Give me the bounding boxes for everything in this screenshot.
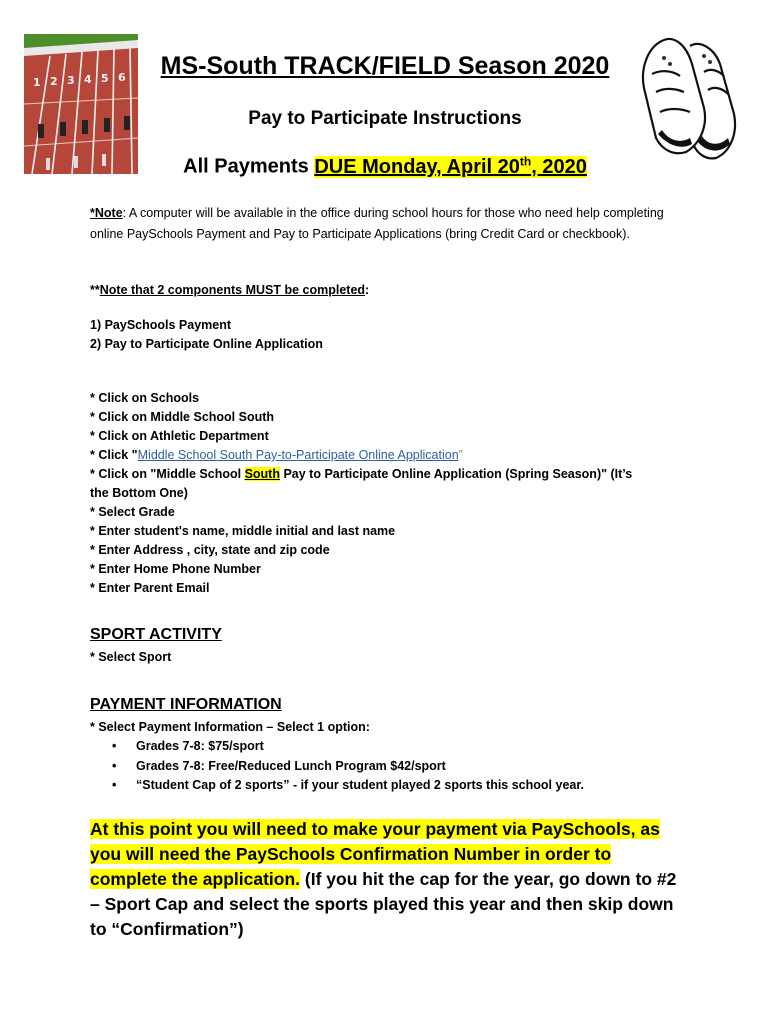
- payment-option-text: Grades 7-8: Free/Reduced Lunch Program $42/sport: [136, 758, 446, 773]
- note-colon: :: [122, 206, 127, 220]
- page-subtitle: Pay to Participate Instructions: [248, 108, 522, 129]
- note-label: *Note: [90, 206, 123, 220]
- application-link[interactable]: Middle School South Pay-to-Participate Online Application: [137, 448, 459, 462]
- step-item: [90, 448, 463, 462]
- step-item: [90, 467, 632, 481]
- bullet-icon: •: [112, 739, 117, 753]
- payment-option-text: “Student Cap of 2 sports” - if your student played 2 sports this school year.: [136, 778, 584, 792]
- svg-text:1: 1: [33, 76, 41, 89]
- page-title: MS-South TRACK/FIELD Season 2020: [160, 52, 610, 80]
- due-date-sup: th: [519, 154, 532, 168]
- component-item: 1) PaySchools Payment: [90, 318, 232, 332]
- svg-text:3: 3: [67, 74, 75, 87]
- final-instructions: [90, 817, 690, 942]
- final-rest: (If you hit the cap for the year, go down to #2 – Sport Cap and select the sports played this year and then skip down to “Confirmation”): [90, 869, 677, 939]
- final-highlight: At this point you will need to make your payment via PaySchools, as you will need the PaySchools Confirmation Number in order to complete the application.: [90, 819, 660, 889]
- step-item: the Bottom One): [90, 486, 188, 500]
- step-item: * Enter Parent Email: [90, 581, 210, 595]
- components-prefix: **: [90, 283, 100, 297]
- step-text: * Click on "Middle School: [90, 467, 245, 481]
- step-text: * Click ": [90, 448, 138, 462]
- payment-heading: PAYMENT INFORMATION: [90, 696, 282, 713]
- payment-option: [112, 759, 584, 779]
- step-item: * Click on Athletic Department: [90, 429, 269, 443]
- step-item: * Enter Home Phone Number: [90, 562, 261, 576]
- south-highlight: South: [244, 467, 280, 481]
- components-colon: :: [365, 283, 370, 297]
- step-item: * Enter Address , city, state and zip code: [90, 543, 330, 557]
- due-date-highlight: [314, 156, 587, 178]
- payment-option: [112, 778, 584, 798]
- due-date-text: DUE Monday, April 20: [314, 155, 520, 178]
- payment-option: [112, 739, 584, 759]
- component-item: 2) Pay to Participate Online Application: [90, 337, 323, 351]
- components-label: Note that 2 components MUST be completed: [99, 283, 366, 297]
- payment-options: [112, 739, 584, 798]
- step-quote: ”: [458, 448, 463, 462]
- svg-text:5: 5: [101, 72, 109, 85]
- step-item: * Select Grade: [90, 505, 175, 519]
- note-text: A computer will be available in the office during school hours for those who need help completing online PaySchools Payment and Pay to Participate Applications (bring Credit Card or checkbook).: [90, 206, 664, 241]
- step-text: Pay to Participate Online Application (Spring Season)" (It’s: [279, 467, 633, 481]
- components-heading: [90, 283, 369, 297]
- bullet-icon: •: [112, 758, 117, 773]
- step-item: * Click on Schools: [90, 391, 200, 405]
- due-prefix: All Payments: [183, 155, 315, 178]
- step-item: * Enter student's name, middle initial and last name: [90, 524, 396, 538]
- svg-text:6: 6: [118, 71, 126, 84]
- svg-text:2: 2: [50, 75, 58, 88]
- sport-item: * Select Sport: [90, 650, 172, 664]
- sport-heading: SPORT ACTIVITY: [90, 626, 222, 643]
- step-item: * Click on Middle School South: [90, 410, 275, 424]
- bullet-icon: •: [112, 778, 117, 792]
- due-date-suffix: , 2020: [531, 155, 587, 178]
- note-paragraph: [90, 203, 690, 245]
- due-date-line: [0, 154, 770, 179]
- payment-option-text: Grades 7-8: $75/sport: [136, 739, 264, 753]
- svg-text:4: 4: [84, 73, 92, 86]
- payment-intro: * Select Payment Information – Select 1 option:: [90, 720, 370, 734]
